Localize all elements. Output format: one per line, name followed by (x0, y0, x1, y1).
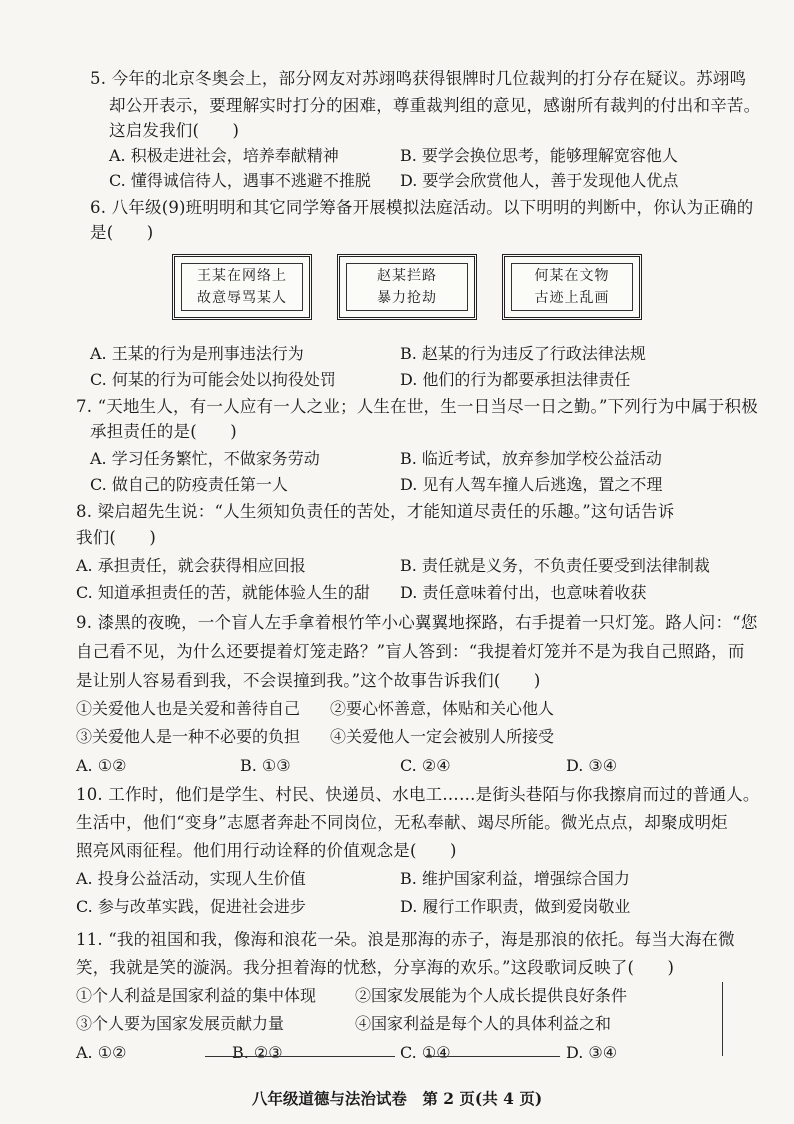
q5-stem-line-2: 却公开表示，要理解实时打分的困难，尊重裁判组的意见，感谢所有裁判的付出和辛苦。 (109, 96, 761, 115)
q11-statement-1: ①个人利益是国家利益的集中体现 (76, 986, 317, 1005)
q5-stem-line-1: 5. 今年的北京冬奥会上，部分网友对苏翊鸣获得银牌时几位裁判的打分存在疑议。苏翊鸣 (90, 69, 747, 88)
q7-stem-line-1: 7. “天地生人，有一人应有一人之业；人生在世，生一日当尽一日之勤。”下列行为中属于积极 (76, 397, 758, 416)
q9-stem-line-2: 自己看不见，为什么还要提着灯笼走路？”盲人答到：“我提着灯笼并不是为我自己照路，而 (76, 642, 745, 661)
q9-option-c[interactable]: C. ②④ (400, 756, 451, 775)
q11-statement-4: ④国家利益是每个人的具体利益之和 (355, 1014, 612, 1033)
case-card-he (502, 254, 642, 320)
scan-line (205, 1056, 395, 1057)
case-card-text: 王某在网络上 (197, 268, 287, 284)
case-card-text: 赵某拦路 (377, 268, 437, 284)
q9-statement-1: ①关爱他人也是关爱和善待自己 (76, 699, 301, 718)
q9-option-d[interactable]: D. ③④ (566, 756, 618, 775)
q6-option-a[interactable]: A. 王某的行为是刑事违法行为 (90, 344, 304, 363)
q11-statement-2: ②国家发展能为个人成长提供良好条件 (355, 986, 628, 1005)
q8-option-b[interactable]: B. 责任就是义务，不负责任要受到法律制裁 (400, 556, 710, 575)
case-card-wang (172, 254, 312, 320)
q9-option-a[interactable]: A. ①② (76, 756, 127, 775)
q11-statement-3: ③个人要为国家发展贡献力量 (76, 1014, 285, 1033)
scan-line (425, 1056, 560, 1057)
q7-option-a[interactable]: A. 学习任务繁忙，不做家务劳动 (90, 449, 320, 468)
case-card-text: 何某在文物 (534, 268, 610, 284)
q11-option-a[interactable]: A. ①② (76, 1043, 127, 1062)
q9-option-b[interactable]: B. ①③ (240, 756, 291, 775)
case-card-text: 古迹上乱画 (534, 290, 610, 306)
q5-option-a[interactable]: A. 积极走进社会，培养奉献精神 (109, 146, 339, 165)
q10-stem-line-1: 10. 工作时，他们是学生、村民、快递员、水电工……是街头巷陌与你我擦肩而过的普通人。 (76, 785, 760, 804)
q8-stem-line-2: 我们( ) (76, 528, 157, 547)
q7-stem-line-2: 承担责任的是( ) (90, 422, 237, 441)
q5-stem-line-3: 这启发我们( ) (109, 121, 240, 140)
q6-option-c[interactable]: C. 何某的行为可能会处以拘役处罚 (90, 370, 336, 389)
case-card-text: 故意辱骂某人 (197, 290, 287, 306)
page-footer: 八年级道德与法治试卷 第 2 页(共 4 页) (251, 1089, 543, 1108)
q9-statement-4: ④关爱他人一定会被别人所接受 (330, 727, 555, 746)
q11-stem-line-2: 笑，我就是笑的漩涡。我分担着海的忧愁，分享海的欢乐。”这段歌词反映了( ) (76, 958, 675, 977)
q6-option-b[interactable]: B. 赵某的行为违反了行政法律法规 (400, 344, 646, 363)
q6-stem-line-2: 是( ) (90, 223, 154, 242)
q11-option-d[interactable]: D. ③④ (566, 1043, 618, 1062)
q10-option-b[interactable]: B. 维护国家利益，增强综合国力 (400, 869, 630, 888)
q6-option-d[interactable]: D. 他们的行为都要承担法律责任 (400, 370, 631, 389)
case-card-zhao (337, 254, 477, 320)
q11-option-b[interactable]: B. ②③ (232, 1043, 283, 1062)
q10-option-d[interactable]: D. 履行工作职责，做到爱岗敬业 (400, 897, 631, 916)
q9-stem-line-3: 是让别人容易看到我，不会误撞到我。”这个故事告诉我们( ) (76, 671, 541, 690)
q5-option-d[interactable]: D. 要学会欣赏他人，善于发现他人优点 (400, 171, 679, 190)
q7-option-b[interactable]: B. 临近考试，放弃参加学校公益活动 (400, 449, 662, 468)
case-card-text: 暴力抢劫 (377, 290, 437, 306)
q9-statement-3: ③关爱他人是一种不必要的负担 (76, 727, 301, 746)
q7-option-d[interactable]: D. 见有人驾车撞人后逃逸，置之不理 (400, 475, 663, 494)
q11-option-c[interactable]: C. ①④ (400, 1043, 451, 1062)
q6-stem-line-1: 6. 八年级(9)班明明和其它同学筹备开展模拟法庭活动。以下明明的判断中，你认为正确的 (90, 198, 754, 217)
q8-stem-line-1: 8. 梁启超先生说：“人生须知负责任的苦处，才能知道尽责任的乐趣。”这句话告诉 (76, 502, 675, 521)
q9-stem-line-1: 9. 漆黑的夜晚，一个盲人左手拿着根竹竿小心翼翼地探路，右手提着一只灯笼。路人问：“您 (76, 613, 758, 632)
q5-option-c[interactable]: C. 懂得诚信待人，遇事不逃避不推脱 (109, 171, 371, 190)
q5-option-b[interactable]: B. 要学会换位思考，能够理解宽容他人 (400, 146, 678, 165)
q10-option-c[interactable]: C. 参与改革实践，促进社会进步 (76, 897, 306, 916)
q7-option-c[interactable]: C. 做自己的防疫责任第一人 (90, 475, 288, 494)
q10-stem-line-2: 生活中，他们“变身”志愿者奔赴不同岗位，无私奉献、竭尽所能。微光点点，却聚成明炬 (76, 813, 728, 832)
q8-option-c[interactable]: C. 知道承担责任的苦，就能体验人生的甜 (76, 583, 370, 602)
q8-option-a[interactable]: A. 承担责任，就会获得相应回报 (76, 556, 306, 575)
q9-statement-2: ②要心怀善意，体贴和关心他人 (330, 699, 555, 718)
q10-stem-line-3: 照亮风雨征程。他们用行动诠释的价值观念是( ) (76, 841, 457, 860)
scan-line (722, 982, 723, 1056)
q11-stem-line-1: 11. “我的祖国和我，像海和浪花一朵。浪是那海的赤子，海是那浪的依托。每当大海在微 (76, 930, 735, 949)
q8-option-d[interactable]: D. 责任意味着付出，也意味着收获 (400, 583, 647, 602)
q10-option-a[interactable]: A. 投身公益活动，实现人生价值 (76, 869, 306, 888)
